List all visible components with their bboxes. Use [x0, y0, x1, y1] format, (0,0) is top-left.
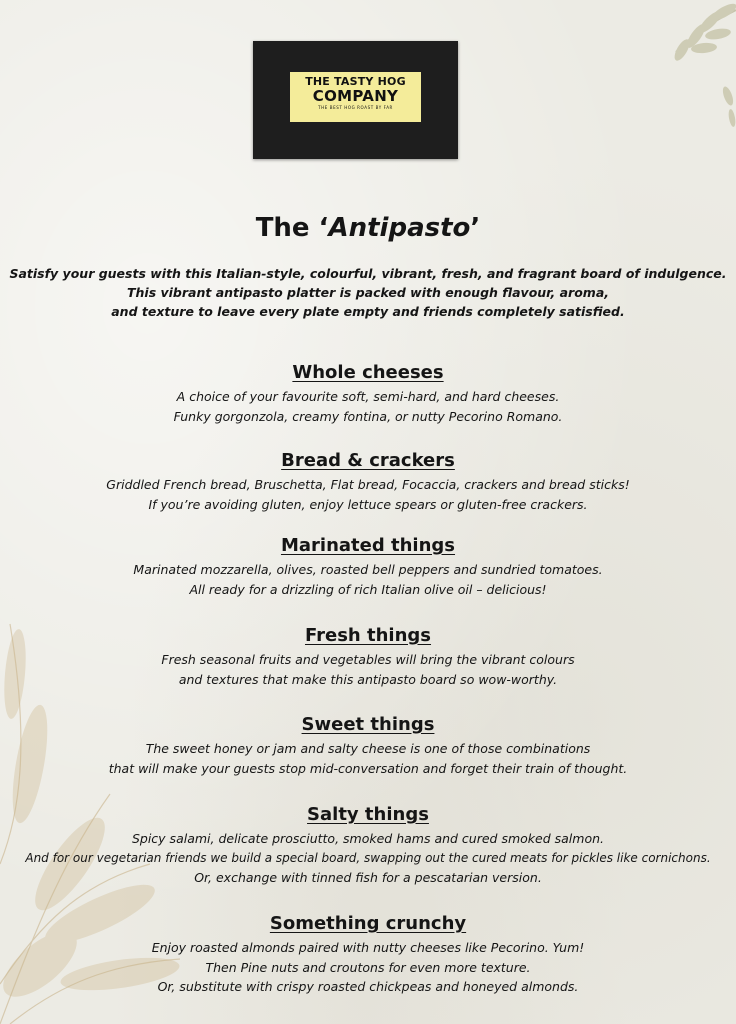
section-line: Funky gorgonzola, creamy fontina, or nutty Pecorino Romano. — [173, 408, 563, 424]
section-body — [0, 475, 736, 514]
leaf-decoration-top-right — [606, 0, 736, 130]
logo-plate — [290, 72, 421, 122]
section-line: If you’re avoiding gluten, enjoy lettuce spears or gluten-free crackers. — [148, 496, 588, 512]
section-line: A choice of your favourite soft, semi-hard, and hard cheeses. — [176, 389, 560, 404]
section-line: And for our vegetarian friends we build a special board, swapping out the cured meats for pickles like cornichons. — [25, 850, 711, 865]
section-sweet-things — [0, 712, 736, 778]
title-emphasis: Antipasto — [328, 213, 471, 243]
page-title — [0, 208, 736, 248]
section-line: Or, substitute with crispy roasted chickpeas and honeyed almonds. — [157, 979, 579, 994]
section-line: Or, exchange with tinned fish for a pescatarian version. — [194, 870, 542, 885]
section-body — [0, 560, 736, 599]
section-heading: Something crunchy — [269, 913, 467, 934]
section-body — [0, 739, 736, 778]
section-line: Fresh seasonal fruits and vegetables will bring the vibrant colours — [161, 652, 575, 667]
section-whole-cheeses — [0, 360, 736, 426]
section-body — [0, 938, 736, 997]
section-heading: Marinated things — [280, 535, 456, 556]
section-marinated-things — [0, 533, 736, 599]
title-suffix: ’ — [470, 213, 481, 243]
section-heading: Bread & crackers — [281, 450, 455, 471]
section-line: All ready for a drizzling of rich Italian olive oil – delicious! — [189, 581, 547, 597]
section-heading: Whole cheeses — [292, 362, 444, 383]
intro-line: This vibrant antipasto platter is packed with enough flavour, aroma, — [126, 285, 610, 300]
intro-paragraph — [0, 264, 736, 321]
section-fresh-things — [0, 623, 736, 689]
intro-line: Satisfy your guests with this Italian-style, colourful, vibrant, fresh, and fragrant board of indulgence. — [9, 266, 727, 281]
title-prefix: The ‘ — [255, 213, 329, 243]
logo-tagline: THE BEST HOG ROAST BY FAR — [318, 105, 393, 110]
section-something-crunchy — [0, 911, 736, 997]
section-line: Enjoy roasted almonds paired with nutty cheeses like Pecorino. Yum! — [151, 940, 585, 955]
section-line: Then Pine nuts and croutons for even more texture. — [205, 959, 531, 975]
logo-line-1: THE TASTY HOG — [305, 75, 406, 88]
company-logo — [253, 41, 458, 159]
section-line: Griddled French bread, Bruschetta, Flat bread, Focaccia, crackers and bread sticks! — [106, 477, 630, 492]
intro-line: and texture to leave every plate empty and friends completely satisfied. — [111, 304, 625, 319]
section-line: The sweet honey or jam and salty cheese is one of those combinations — [145, 741, 591, 756]
section-bread-crackers — [0, 448, 736, 514]
section-line: that will make your guests stop mid-conversation and forget their train of thought. — [108, 760, 628, 776]
section-heading: Sweet things — [301, 714, 435, 735]
section-body — [0, 829, 736, 888]
section-body — [0, 387, 736, 426]
logo-line-2: COMPANY — [312, 87, 399, 105]
section-heading: Salty things — [307, 804, 429, 825]
section-body — [0, 650, 736, 689]
section-heading: Fresh things — [304, 625, 432, 646]
section-line: Spicy salami, delicate prosciutto, smoked hams and cured smoked salmon. — [131, 831, 605, 846]
section-line: Marinated mozzarella, olives, roasted bell peppers and sundried tomatoes. — [133, 562, 603, 577]
section-line: and textures that make this antipasto board so wow-worthy. — [178, 671, 558, 687]
section-salty-things — [0, 802, 736, 888]
